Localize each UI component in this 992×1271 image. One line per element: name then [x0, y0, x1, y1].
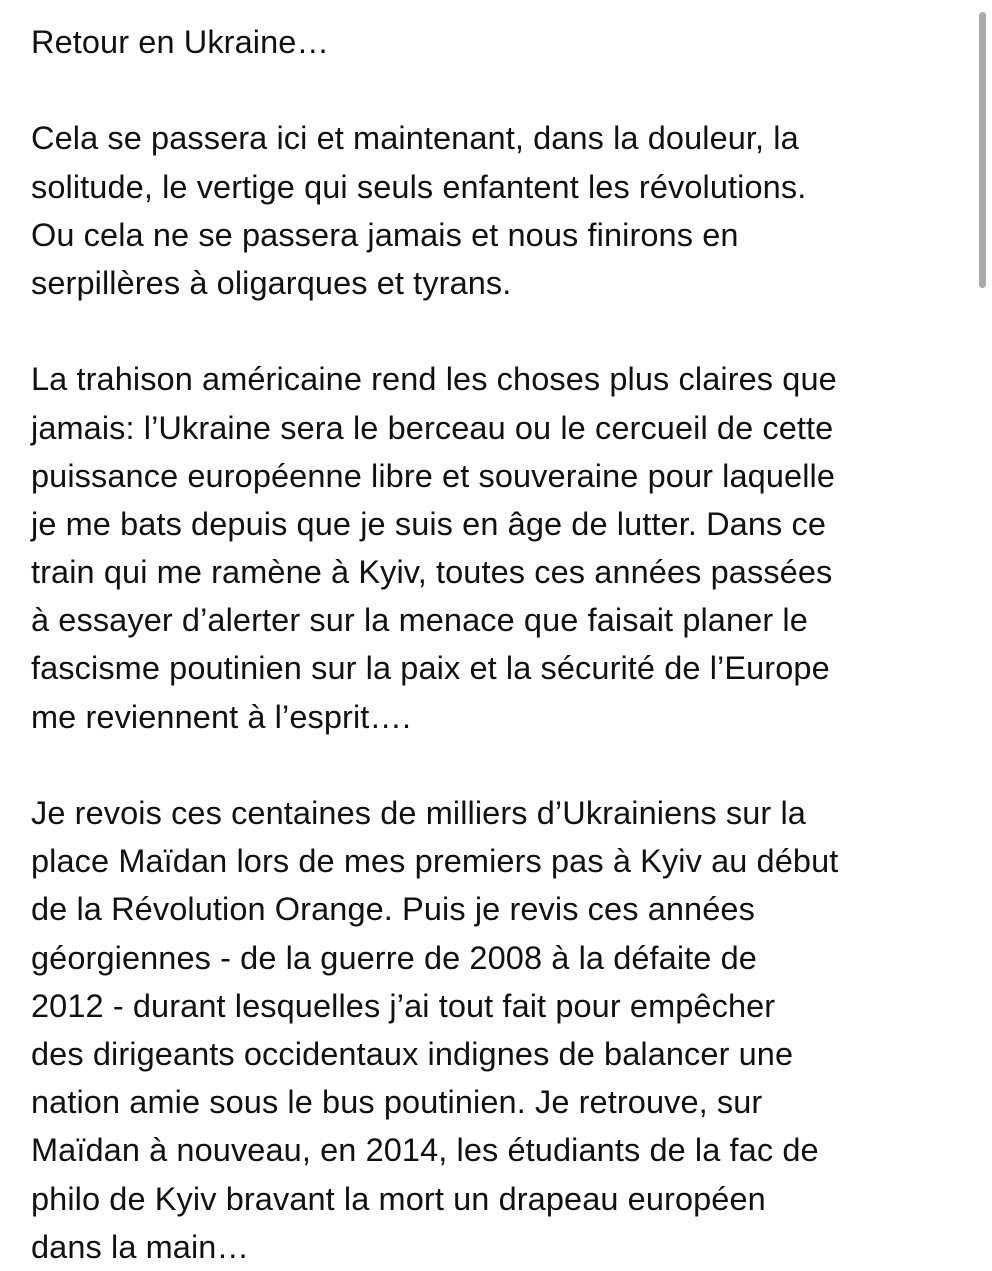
note-paragraph	[31, 789, 966, 1271]
note-paragraph	[31, 114, 966, 307]
note-line: des dirigeants occidentaux indignes de balancer une	[31, 1035, 794, 1072]
note-line: fascisme poutinien sur la paix et la sécurité de l’Europe	[31, 650, 830, 687]
note-line: dans la main…	[31, 1228, 250, 1265]
note-line: La trahison américaine rend les choses plus claires que	[31, 361, 837, 398]
paragraph-spacer	[31, 66, 966, 114]
note-line: Retour en Ukraine…	[31, 24, 330, 60]
note-line: Je revois ces centaines de milliers d’Ukrainiens sur la	[31, 795, 806, 831]
note-line: à essayer d’alerter sur la menace que faisait planer le	[31, 602, 808, 639]
note-line: Cela se passera ici et maintenant, dans la douleur, la	[31, 120, 799, 157]
vertical-scrollbar[interactable]	[974, 0, 992, 1200]
note-line: solitude, le vertige qui seuls enfantent les révolutions.	[31, 168, 807, 205]
note-line: train qui me ramène à Kyiv, toutes ces années passées	[31, 554, 833, 591]
note-line: de la Révolution Orange. Puis je revis ces années	[31, 891, 755, 928]
note-line: 2012 - durant lesquelles j’ai tout fait pour empêcher	[31, 987, 776, 1024]
note-title-paragraph	[31, 18, 966, 66]
note-line: philo de Kyiv bravant la mort un drapeau européen	[31, 1180, 766, 1217]
note-line: Ou cela ne se passera jamais et nous finirons en	[31, 216, 739, 253]
note-line: place Maïdan lors de mes premiers pas à Kyiv au début	[31, 843, 839, 880]
note-paragraph	[31, 355, 966, 741]
note-line: jamais: l’Ukraine sera le berceau ou le cercueil de cette	[31, 409, 834, 446]
note-line: Maïdan à nouveau, en 2014, les étudiants de la fac de	[31, 1132, 819, 1169]
note-line: géorgiennes - de la guerre de 2008 à la défaite de	[31, 939, 757, 976]
note-line: serpillères à oligarques et tyrans.	[31, 264, 512, 301]
scrollbar-thumb[interactable]	[979, 12, 986, 288]
note-line: me reviennent à l’esprit….	[31, 698, 412, 735]
paragraph-spacer	[31, 307, 966, 355]
note-line: puissance européenne libre et souveraine pour laquelle	[31, 457, 836, 494]
paragraph-spacer	[31, 741, 966, 789]
note-line: je me bats depuis que je suis en âge de lutter. Dans ce	[31, 505, 827, 542]
note-body[interactable]	[31, 18, 966, 1271]
note-line: nation amie sous le bus poutinien. Je retrouve, sur	[31, 1084, 763, 1121]
